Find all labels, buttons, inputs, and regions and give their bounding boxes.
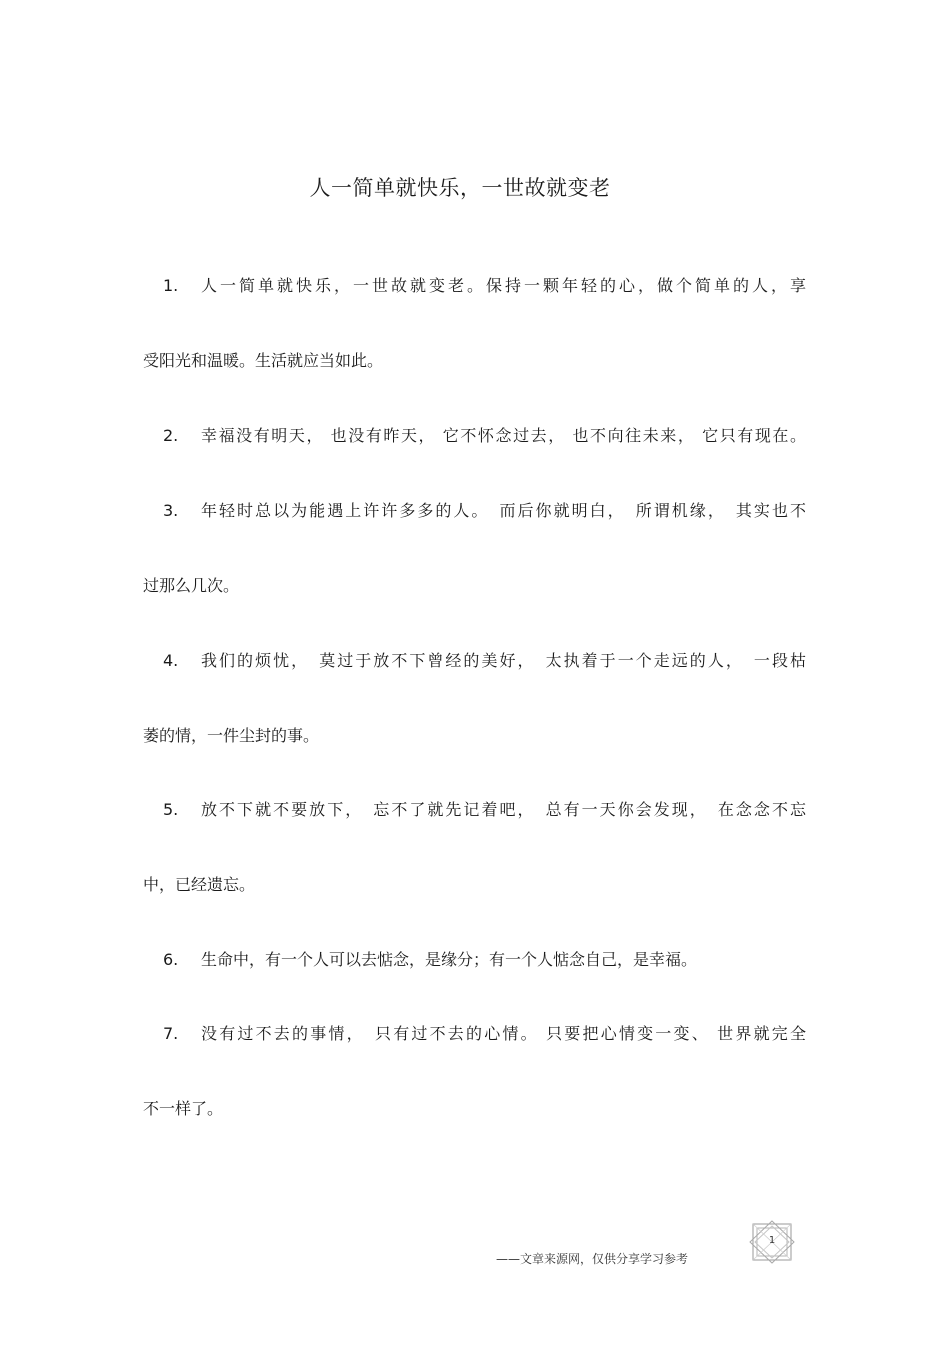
item-text-line: 没有过不去的事情， 只有过不去的心情。 只要把心情变一变、 世界就完全 [201, 1024, 806, 1043]
footer-source-note: ——文章来源网，仅供分享学习参考 [496, 1252, 689, 1266]
item-text-continuation: 过那么几次。 [143, 576, 240, 595]
item-number: 2. [163, 426, 179, 445]
item-text-line: 我们的烦忧， 莫过于放不下曾经的美好， 太执着于一个走远的人， 一段枯 [201, 651, 806, 670]
item-number: 5. [163, 800, 179, 819]
page-number-seal [747, 1220, 797, 1264]
item-number: 7. [163, 1024, 179, 1043]
item-number: 1. [163, 276, 179, 295]
item-text-line: 幸福没有明天， 也没有昨天， 它不怀念过去， 也不向往未来， 它只有现在。 [201, 426, 806, 445]
item-text-continuation: 中，已经遗忘。 [143, 875, 256, 894]
item-number: 6. [163, 950, 179, 969]
item-text-continuation: 受阳光和温暖。生活就应当如此。 [143, 351, 384, 370]
item-text-continuation: 萎的情，一件尘封的事。 [143, 726, 320, 745]
item-text-line: 人一简单就快乐，一世故就变老。保持一颗年轻的心，做个简单的人，享 [201, 276, 806, 295]
page-number: 1 [768, 1235, 776, 1246]
item-text-line: 生命中，有一个人可以去惦念，是缘分；有一个人惦念自己，是幸福。 [201, 950, 698, 969]
item-number: 3. [163, 501, 179, 520]
item-number: 4. [163, 651, 179, 670]
item-text-continuation: 不一样了。 [143, 1099, 224, 1118]
page-title: 人一简单就快乐，一世故就变老 [309, 176, 611, 200]
item-text-line: 年轻时总以为能遇上许许多多的人。 而后你就明白， 所谓机缘， 其实也不 [201, 501, 806, 520]
item-text-line: 放不下就不要放下， 忘不了就先记着吧， 总有一天你会发现， 在念念不忘 [201, 800, 806, 819]
